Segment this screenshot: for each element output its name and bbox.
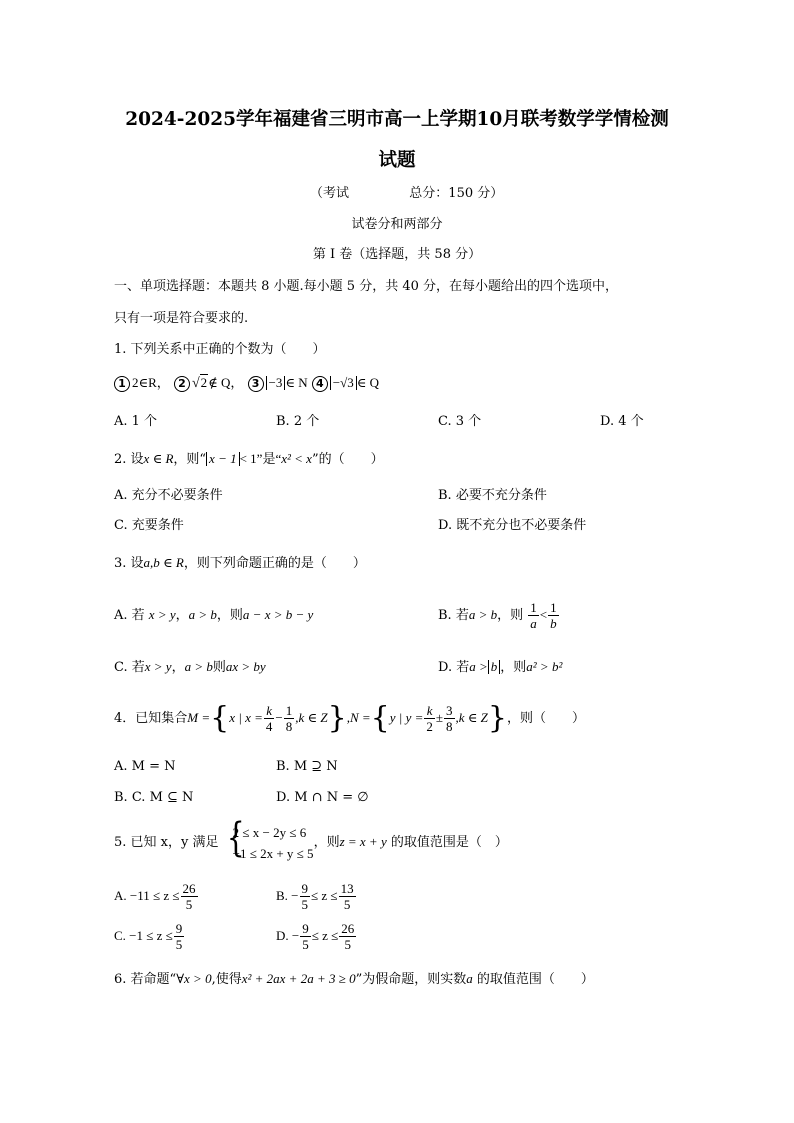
q5-objective: z = x + y (339, 834, 387, 849)
text: ，则 (500, 660, 527, 675)
inequality-system: { 2 ≤ x − 2y ≤ 6 −1 ≤ 2x + y ≤ 5 (223, 822, 314, 864)
option-label: B. − (276, 888, 299, 903)
set-n-builder: y | y = (389, 710, 424, 725)
q4-stem: 4．已知集合M ={x | x = $\frac{k}{4}$ − $\frac{1}{8}$ ,k ∈ Z},N ={y | y = $\frac{k}{2}$ ± $\frac{3}{8}$ ,k ∈ Z}，则（ ） (114, 700, 585, 736)
numerator: 9 (301, 881, 309, 896)
q3-option-a[interactable]: A. 若 x > y，a > b，则a − x > b − y (114, 607, 314, 623)
text: ，则 (497, 608, 524, 623)
denominator: 5 (344, 937, 352, 952)
q2-option-a[interactable]: A. 充分不必要条件 (114, 488, 223, 503)
math: x > y (144, 659, 172, 674)
q2-stem-d: < 1”是“ (239, 451, 282, 466)
denominator: 8 (285, 719, 293, 734)
q6-stem (114, 971, 594, 988)
circled-number-2: 2 (174, 376, 190, 392)
math: a − x > b − y (242, 607, 314, 622)
fraction (174, 921, 185, 952)
paper-parts-note: 试卷分和两部分 (351, 217, 443, 232)
set-n-name: ,N = (346, 710, 371, 725)
circled-number-4: 4 (312, 376, 328, 392)
denominator: 5 (175, 937, 183, 952)
text: ，则 (216, 608, 243, 623)
option-label: B. 若 (438, 608, 469, 623)
q1-items (114, 375, 379, 392)
option-label: A. −11 ≤ z ≤ (114, 888, 180, 903)
denominator: 5 (343, 897, 351, 912)
denominator: 5 (302, 937, 309, 952)
option-label: D. 若 (438, 660, 470, 675)
q6-stem-a: 6. 若命题“ (114, 972, 177, 987)
q1-stem: 1. 下列关系中正确的个数为（ ） (114, 342, 326, 357)
q4-option-d[interactable]: D. M ∩ N = ∅ (276, 790, 369, 805)
q3-option-c[interactable]: C. 若x > y，a > b则ax > by (114, 659, 266, 675)
option-label: C. −1 ≤ z ≤ (114, 928, 173, 943)
exam-info (310, 186, 503, 202)
math: a (466, 971, 473, 986)
abs-value: b (488, 660, 501, 674)
math: ax > by (225, 659, 266, 674)
exam-info-label: （考试 (310, 186, 350, 201)
fraction (300, 881, 311, 912)
part1-heading: 第 I 卷（选择题，共 58 分） (312, 247, 482, 262)
text: ≤ z ≤ (311, 888, 338, 903)
fraction (528, 600, 539, 631)
q1-option-d[interactable]: D. 4 个 (600, 414, 644, 429)
q5-option-c[interactable] (114, 919, 185, 954)
math: a² > b² (526, 659, 563, 674)
q1-item2-sqrt: √2 (191, 375, 208, 391)
q2-stem-a: 2. 设 (114, 452, 144, 467)
text: ,使得 (211, 972, 242, 987)
fraction (264, 703, 275, 734)
page-title-continued: 试题 (378, 150, 416, 171)
q2-abs: x − 1 (206, 452, 240, 466)
fraction (181, 881, 198, 912)
denominator: 5 (185, 897, 193, 912)
section1-instructions: 一、单项选择题：本题共 8 小题.每小题 5 分，共 40 分，在每小题给出的四个选项中， (114, 279, 619, 294)
q5-stem (114, 814, 508, 865)
fraction (300, 921, 311, 952)
set-m-name: M = (187, 710, 211, 725)
numerator: 1 (530, 600, 537, 615)
q5-option-a[interactable] (114, 879, 199, 914)
inequality-row-1: 2 ≤ x − 2y ≤ 6 (232, 824, 307, 840)
numerator: 26 (182, 881, 196, 896)
fraction (339, 881, 356, 912)
math: ∀x > 0 (176, 971, 212, 986)
q1-option-b[interactable]: B. 2 个 (276, 414, 320, 429)
q5-stem-a: 5. 已知 x，y 满足 (114, 835, 219, 850)
math: a > b (468, 607, 498, 622)
option-label: C. 若 (114, 660, 145, 675)
page-title: 2024-2025学年福建省三明市高一上学期10月联考数学学情检测 (125, 109, 669, 130)
fraction (339, 921, 356, 952)
q4-option-b[interactable]: B. M ⊇ N (276, 759, 338, 774)
q1-item4: ∈ Q (356, 375, 380, 390)
q3-option-d[interactable] (438, 659, 562, 676)
text: ”为假命题，则实数 (355, 972, 467, 987)
denominator: 8 (446, 719, 453, 734)
fraction (284, 703, 295, 734)
q5-stem-c: 的取值范围是（ ） (386, 835, 508, 850)
math: a > b (184, 659, 213, 674)
sqrt-radicand: 2 (200, 375, 208, 390)
q1-item3: ∈ N (285, 375, 308, 390)
circled-number-1: 1 (114, 376, 130, 392)
q2-stem-f: ”的（ ） (311, 452, 384, 467)
option-label: A. 若 (114, 608, 145, 623)
numerator: 13 (340, 881, 354, 896)
q5-stem-b: ，则 (313, 835, 340, 850)
q3-stem-math: a,b ∈ R (143, 555, 184, 570)
numerator: k (424, 703, 435, 719)
q2-stem (114, 451, 384, 468)
math: a > b (188, 607, 217, 622)
section1-instructions-cont: 只有一项是符合要求的. (114, 311, 249, 326)
denominator: b (550, 616, 557, 631)
q5-option-d[interactable] (276, 919, 357, 954)
q2-stem-math2: x² < x (281, 451, 312, 466)
option-label: D. − (276, 928, 300, 943)
text: 则 (212, 660, 226, 675)
fraction (424, 703, 435, 734)
numerator: k (264, 703, 275, 719)
q4-option-a[interactable]: A. M = N (114, 759, 176, 774)
q2-option-d[interactable]: D. 既不充分也不必要条件 (438, 518, 587, 533)
text: 的取值范围（ ） (472, 972, 594, 987)
q1-item3-abs: −3 (266, 376, 286, 390)
q4-stem-a: 4．已知集合 (114, 711, 188, 726)
q2-option-b[interactable]: B. 必要不充分条件 (438, 488, 547, 503)
math: x > y (148, 607, 176, 622)
q1-item4-abs: −√3 (330, 376, 357, 390)
denominator: 5 (301, 897, 309, 912)
q1-option-a[interactable]: A. 1 个 (114, 414, 158, 429)
math: x² + 2ax + 2a + 3 ≥ 0 (241, 971, 356, 986)
denominator: 4 (265, 719, 273, 734)
fraction (444, 703, 455, 734)
q2-option-c[interactable]: C. 充要条件 (114, 518, 184, 533)
q4-option-c[interactable]: B. C. M ⊆ N (114, 790, 194, 805)
numerator: 3 (446, 703, 453, 718)
q1-item1: 2∈R， (132, 375, 170, 390)
q2-stem-math: x ∈ R (143, 451, 174, 466)
inequality-row-2: −1 ≤ 2x + y ≤ 5 (232, 845, 314, 861)
numerator: 9 (175, 921, 183, 936)
q3-stem (114, 555, 366, 572)
q5-option-b[interactable] (276, 879, 357, 914)
q4-stem-end: ，则（ ） (506, 711, 585, 726)
math: a > (469, 659, 488, 674)
total-score: 总分：150 分） (409, 186, 504, 201)
numerator: 26 (341, 921, 355, 936)
numerator: 9 (302, 921, 309, 936)
set-m-builder: x | x = (229, 710, 263, 725)
circled-number-3: 3 (248, 376, 264, 392)
q3-option-b[interactable]: B. 若a > b，则 $\frac{1}{a}$ < $\frac{1}{b}$ (438, 600, 557, 631)
q1-option-c[interactable]: C. 3 个 (438, 414, 482, 429)
numerator: 1 (550, 600, 557, 615)
text: ≤ z ≤ (311, 928, 339, 943)
q2-stem-c: ，则“ (173, 452, 207, 467)
denominator: 2 (426, 719, 433, 734)
set-m-cond: ,k ∈ Z (295, 710, 328, 725)
q3-stem-a: 3. 设 (114, 556, 144, 571)
q1-item2: ∉ Q， (208, 375, 244, 390)
q3-stem-c: ，则下列命题正确的是（ ） (183, 556, 366, 571)
numerator: 1 (285, 703, 293, 718)
denominator: a (530, 616, 537, 631)
fraction (548, 600, 559, 631)
set-n-cond: ,k ∈ Z (455, 710, 488, 725)
